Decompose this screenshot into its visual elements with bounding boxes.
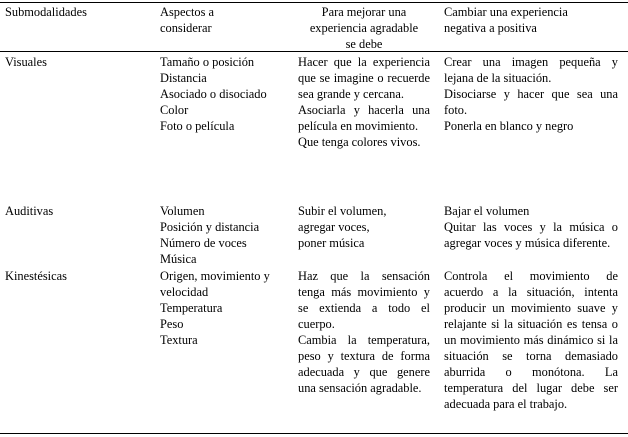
- table-top-rule: [0, 2, 628, 3]
- change-visuales: [444, 54, 618, 134]
- header-mejorar-line: Para mejorar una: [321, 5, 407, 19]
- improve-item: Hacer que la experiencia que se imagine o recuerde sea grande y cercana.: [298, 55, 430, 101]
- aspect-item: Tamaño o posición: [160, 55, 255, 69]
- improve-visuales: [298, 54, 430, 150]
- aspect-item: Foto o película: [160, 119, 235, 133]
- improve-item: Que tenga colores vivos.: [298, 135, 421, 149]
- change-item: Quitar las voces y la música o agregar voces y música diferente.: [444, 220, 618, 250]
- row-name-visuales: Visuales: [5, 55, 47, 69]
- header-mejorar-line: se debe: [345, 37, 383, 51]
- aspect-item: Textura: [160, 333, 198, 347]
- aspect-item: Color: [160, 103, 189, 117]
- change-kinestesicas: [444, 268, 618, 412]
- header-mejorar-line: experiencia agradable: [309, 21, 419, 35]
- change-item: Controla el movimiento de acuerdo a la situación, intenta producir un movimiento suave y relajante si la situación es tensa o un movimiento más dinámico si la situación se torna demasiado aburrida o monótona. La temperatura del lugar debe ser adecuada para el trabajo.: [444, 269, 618, 411]
- row-name-auditivas: Auditivas: [5, 204, 54, 218]
- aspect-item: Música: [160, 252, 197, 266]
- aspect-item: Asociado o disociado: [160, 87, 267, 101]
- aspect-item: Origen, movimiento y velocidad: [160, 269, 270, 299]
- table-bottom-rule: [0, 433, 628, 434]
- header-cambiar-line: Cambiar una experiencia: [444, 5, 568, 19]
- header-cambiar-line: negativa a positiva: [444, 21, 537, 35]
- aspect-item: Temperatura: [160, 301, 223, 315]
- header-mejorar: [298, 4, 430, 52]
- aspect-item: Peso: [160, 317, 184, 331]
- change-auditivas: [444, 203, 618, 251]
- aspect-item: Volumen: [160, 204, 205, 218]
- aspect-item: Distancia: [160, 71, 207, 85]
- change-item: Disociarse y hacer que sea una foto.: [444, 87, 618, 117]
- header-aspectos: Aspectos a considerar: [160, 5, 215, 35]
- improve-item: agregar voces,: [298, 220, 370, 234]
- header-cambiar: [444, 4, 624, 36]
- improve-item: Cambia la temperatura, peso y textura de forma adecuada y que genere una sensación agradable.: [298, 333, 430, 395]
- change-item: Crear una imagen pequeña y lejana de la situación.: [444, 55, 618, 85]
- improve-kinestesicas: [298, 268, 430, 396]
- aspect-item: Número de voces: [160, 236, 247, 250]
- improve-item: Haz que la sensación tenga más movimiento y se extienda a todo el cuerpo.: [298, 269, 430, 331]
- aspects-visuales: [160, 54, 290, 134]
- improve-auditivas: [298, 203, 430, 251]
- aspects-auditivas: [160, 203, 290, 267]
- improve-item: poner música: [298, 236, 365, 250]
- aspect-item: Posición y distancia: [160, 220, 260, 234]
- header-submodalidades: Submodalidades: [5, 5, 87, 19]
- change-item: Ponerla en blanco y negro: [444, 119, 574, 133]
- row-name-kinestesicas: Kinestésicas: [5, 269, 67, 283]
- change-item: Bajar el volumen: [444, 204, 530, 218]
- aspects-kinestesicas: [160, 268, 290, 348]
- improve-item: Asociarla y hacerla una película en movimiento.: [298, 103, 430, 133]
- improve-item: Subir el volumen,: [298, 204, 387, 218]
